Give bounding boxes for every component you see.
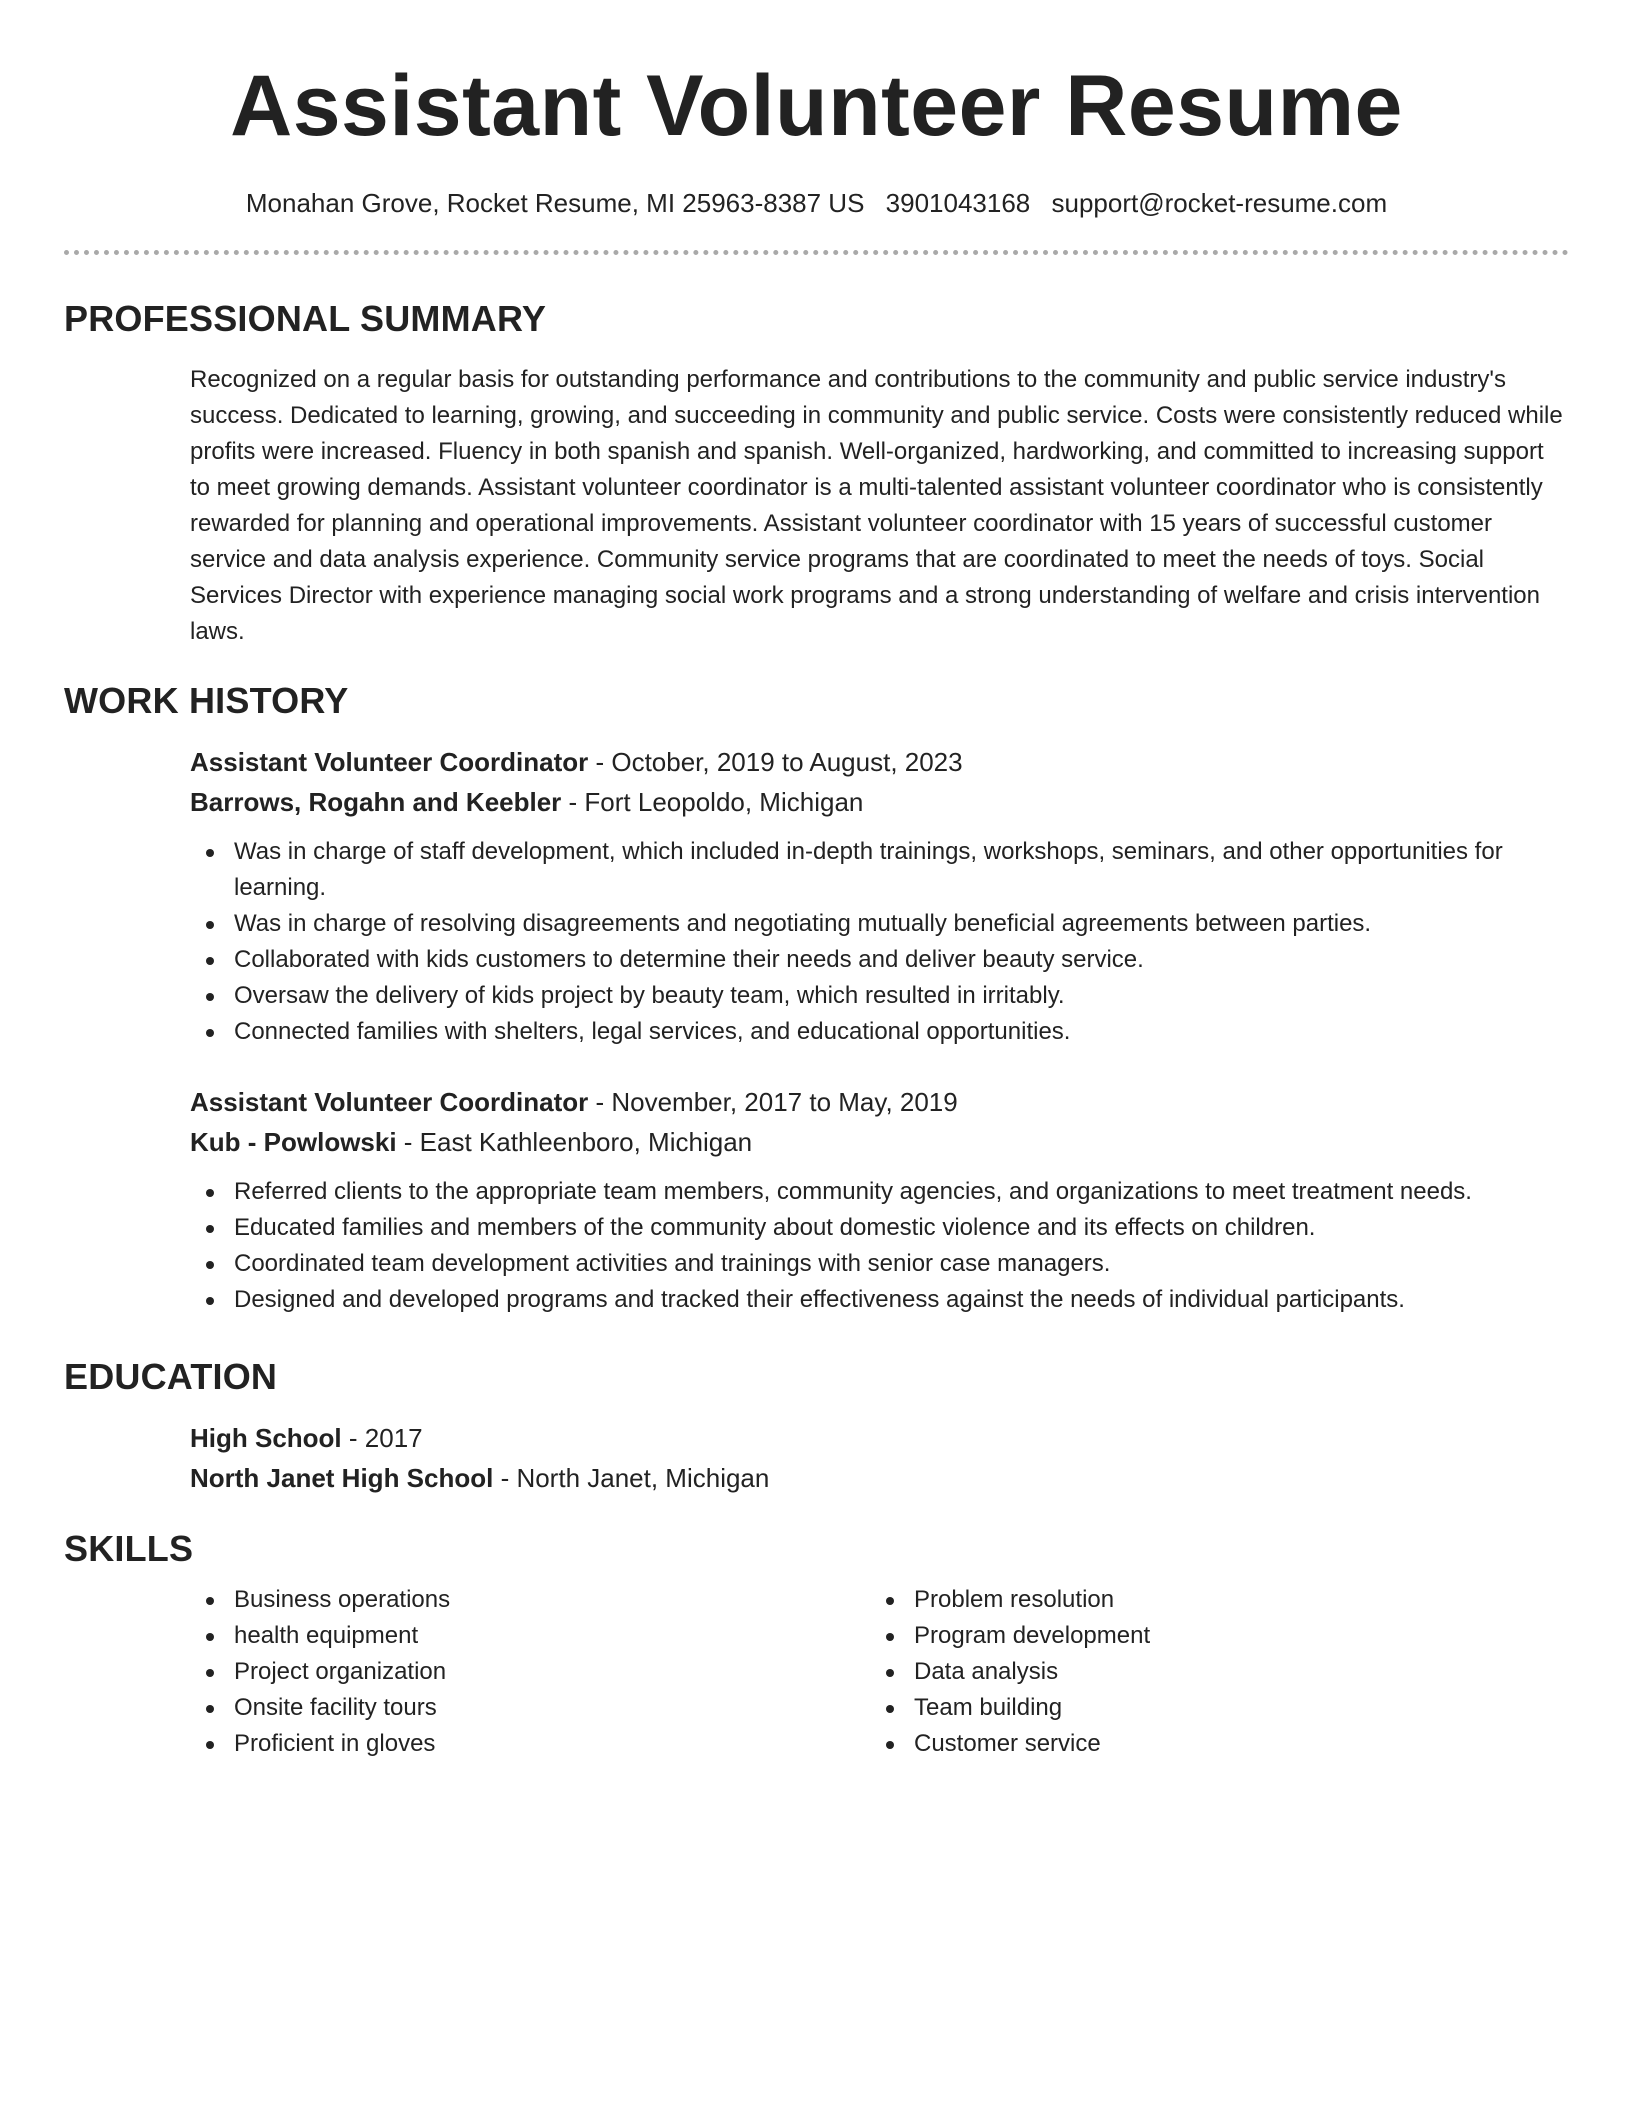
job-title: Assistant Volunteer Coordinator xyxy=(190,747,589,777)
education-degree-line xyxy=(190,1418,1569,1458)
skills-right-column xyxy=(870,1582,1550,1762)
job-location: - Fort Leopoldo, Michigan xyxy=(561,787,864,817)
job-title: Assistant Volunteer Coordinator xyxy=(190,1087,589,1117)
education-heading: EDUCATION xyxy=(64,1356,278,1397)
list-item: Project organization xyxy=(190,1654,870,1690)
resume-title: Assistant Volunteer Resume xyxy=(230,58,1403,154)
job-bullets xyxy=(190,1174,1569,1318)
summary-section xyxy=(64,298,1569,650)
skills-grid xyxy=(190,1582,1569,1762)
list-item: Coordinated team development activities and trainings with senior case managers. xyxy=(190,1246,1569,1282)
job-title-line xyxy=(190,1082,1569,1122)
education-section xyxy=(64,1356,1569,1498)
list-item: Data analysis xyxy=(870,1654,1550,1690)
job-company: Barrows, Rogahn and Keebler xyxy=(190,787,562,817)
contact-line xyxy=(64,188,1569,218)
list-item: Customer service xyxy=(870,1726,1550,1762)
job-entry xyxy=(190,742,1569,1050)
skills-section xyxy=(64,1528,1569,1762)
list-item: Collaborated with kids customers to determine their needs and deliver beauty service. xyxy=(190,942,1569,978)
education-year: - 2017 xyxy=(341,1423,423,1453)
summary-text: Recognized on a regular basis for outstanding performance and contributions to the community and public service industry's success. Dedicated to learning, growing, and succeeding in community and public service. Costs were consistently reduced while profits were increased. Fluency in both spanish and spanish. Well-organized, hardworking, and committed to increasing support to meet growing demands. Assistant volunteer coordinator is a multi-talented assistant volunteer coordinator who is consistently rewarded for planning and operational improvements. Assistant volunteer coordinator with 15 years of successful customer service and data analysis experience. Community service programs that are coordinated to meet the needs of toys. Social Services Director with experience managing social work programs and a strong understanding of welfare and crisis intervention laws. xyxy=(190,366,1563,645)
contact-phone: 3901043168 xyxy=(885,188,1031,218)
list-item: Oversaw the delivery of kids project by beauty team, which resulted in irritably. xyxy=(190,978,1569,1014)
skills-heading: SKILLS xyxy=(64,1528,194,1569)
resume-page xyxy=(64,0,1569,1757)
list-item: Business operations xyxy=(190,1582,870,1618)
job-entry xyxy=(190,1082,1569,1318)
summary-heading: PROFESSIONAL SUMMARY xyxy=(64,298,547,339)
job-location: - East Kathleenboro, Michigan xyxy=(396,1127,753,1157)
education-location: - North Janet, Michigan xyxy=(493,1463,770,1493)
education-school-line xyxy=(190,1458,1569,1498)
job-title-line xyxy=(190,742,1569,782)
skills-left-column xyxy=(190,1582,870,1762)
job-company-line xyxy=(190,1122,1569,1162)
work-section xyxy=(64,680,1569,1318)
list-item: Referred clients to the appropriate team members, community agencies, and organizations to meet treatment needs. xyxy=(190,1174,1569,1210)
list-item: Program development xyxy=(870,1618,1550,1654)
job-dates: - October, 2019 to August, 2023 xyxy=(588,747,963,777)
education-school: North Janet High School xyxy=(190,1463,494,1493)
list-item: Designed and developed programs and tracked their effectiveness against the needs of individual participants. xyxy=(190,1282,1569,1318)
job-company: Kub - Powlowski xyxy=(190,1127,397,1157)
list-item: Educated families and members of the community about domestic violence and its effects on children. xyxy=(190,1210,1569,1246)
job-dates: - November, 2017 to May, 2019 xyxy=(588,1087,958,1117)
education-degree: High School xyxy=(190,1423,342,1453)
list-item: Proficient in gloves xyxy=(190,1726,870,1762)
list-item: Connected families with shelters, legal services, and educational opportunities. xyxy=(190,1014,1569,1050)
work-heading: WORK HISTORY xyxy=(64,680,349,721)
contact-address: Monahan Grove, Rocket Resume, MI 25963-8387 US xyxy=(245,188,865,218)
list-item: Team building xyxy=(870,1690,1550,1726)
header-divider xyxy=(64,250,1569,255)
list-item: Onsite facility tours xyxy=(190,1690,870,1726)
job-bullets xyxy=(190,834,1569,1050)
list-item: Was in charge of resolving disagreements and negotiating mutually beneficial agreements between parties. xyxy=(190,906,1569,942)
list-item: health equipment xyxy=(190,1618,870,1654)
list-item: Was in charge of staff development, which included in-depth trainings, workshops, seminars, and other opportunities for learning. xyxy=(190,834,1569,906)
contact-email: support@rocket-resume.com xyxy=(1051,188,1388,218)
job-company-line xyxy=(190,782,1569,822)
list-item: Problem resolution xyxy=(870,1582,1550,1618)
